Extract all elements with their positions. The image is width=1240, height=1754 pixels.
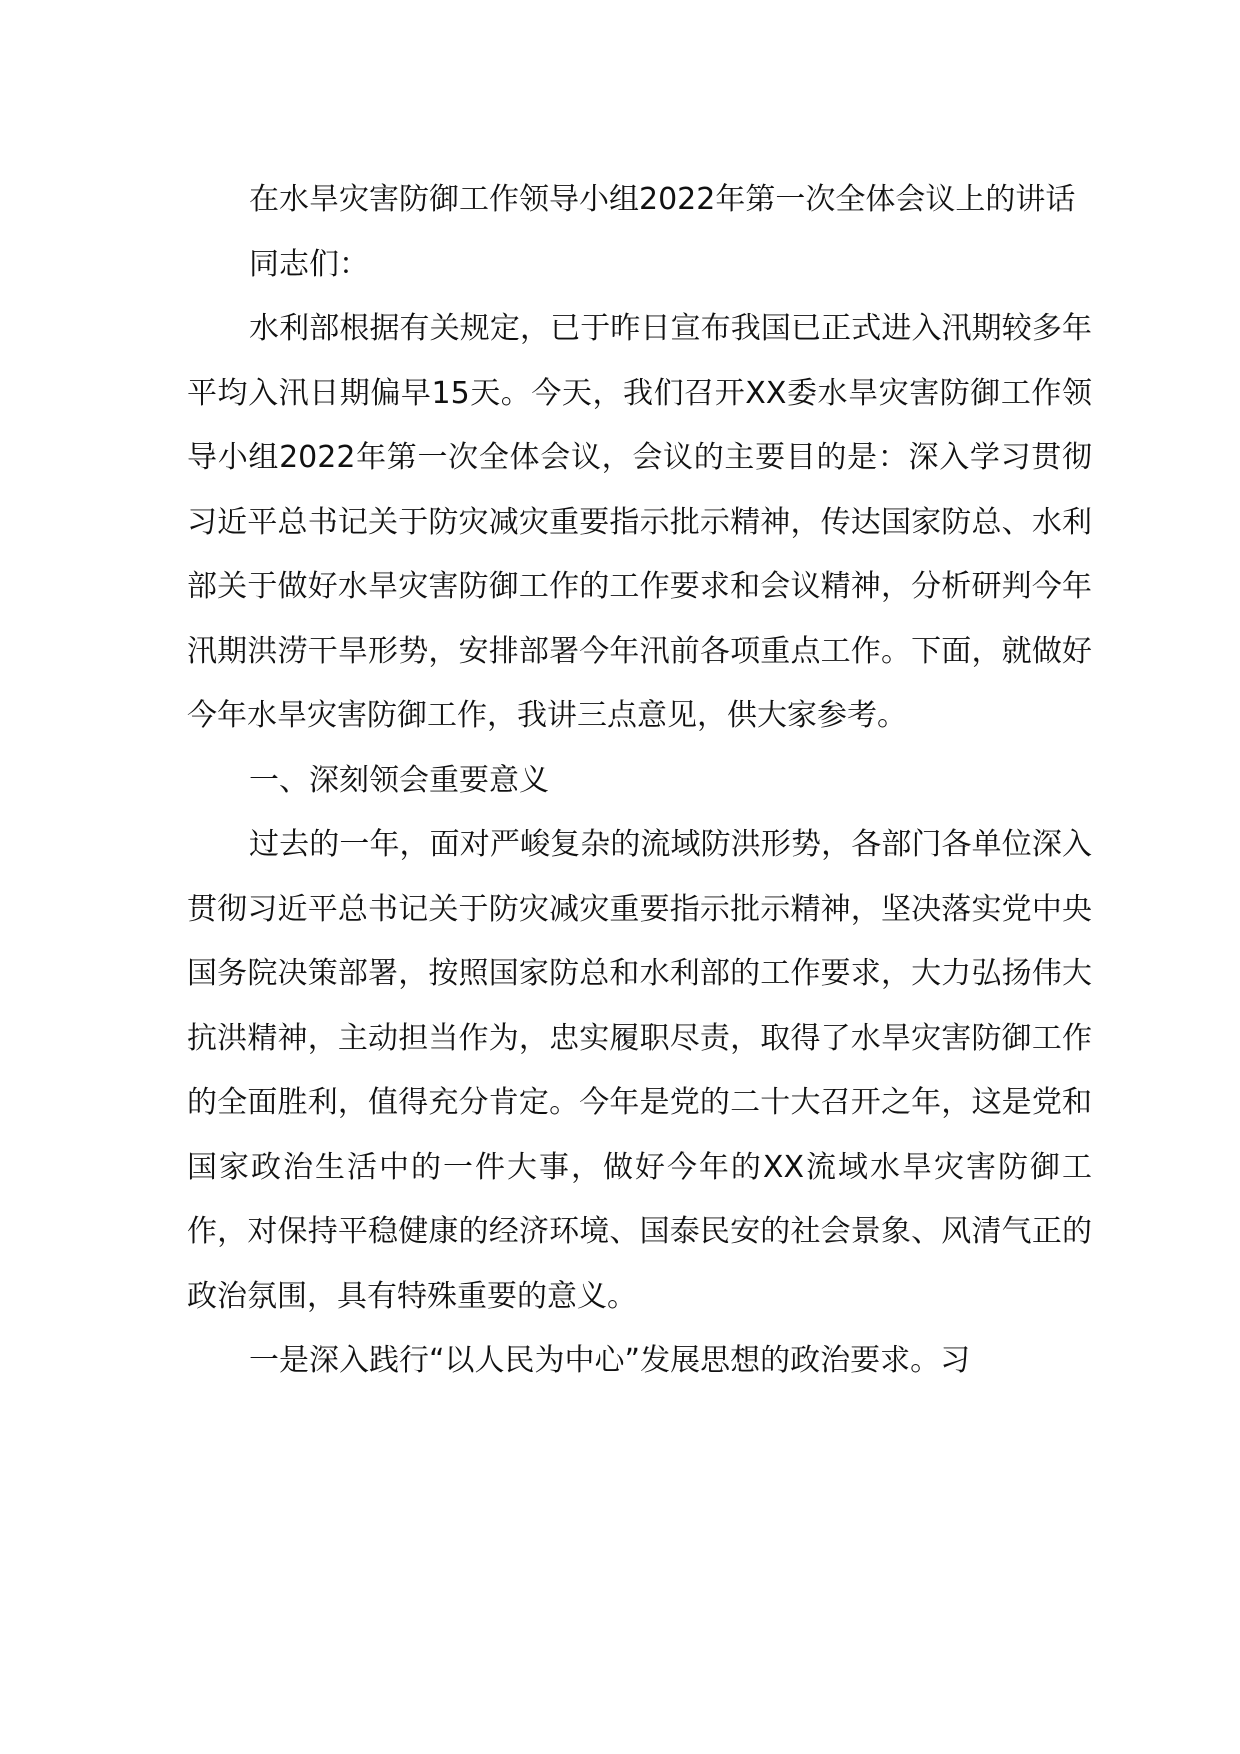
paragraph-review: 过去的一年，面对严峻复杂的流域防洪形势，各部门各单位深入贯彻习近平总书记关于防灾减灾重要指示批示精神，坚决落实党中央国务院决策部署，按照国家防总和水利部的工作要求，大力弘扬伟大抗洪精神，主动担当作为，忠实履职尽责，取得了水旱灾害防御工作的全面胜利，值得充分肯定。今年是党的二十大召开之年，这是党和国家政治生活中的一件大事，做好今年的XX流域水旱灾害防御工作，对保持平稳健康的经济环境、国泰民安的社会景象、风清气正的政治氛围，具有特殊重要的意义。 <box>187 827 1092 1314</box>
paragraph-intro: 水利部根据有关规定，已于昨日宣布我国已正式进入汛期较多年平均入汛日期偏早15天。今天，我们召开XX委水旱灾害防御工作领导小组2022年第一次全体会议，会议的主要目的是：深入学习贯彻习近平总书记关于防灾减灾重要指示批示精神，传达国家防总、水利部关于做好水旱灾害防御工作的工作要求和会议精神，分析研判今年汛期洪涝干旱形势，安排部署今年汛前各项重点工作。下面，就做好今年水旱灾害防御工作，我讲三点意见，供大家参考。 <box>187 311 1092 733</box>
salutation: 同志们： <box>249 246 369 282</box>
document-title: 在水旱灾害防御工作领导小组2022年第一次全体会议上的讲话 <box>249 182 1076 217</box>
document-body <box>187 168 1092 1394</box>
paragraph-point-1: 一是深入践行“以人民为中心”发展思想的政治要求。习 <box>249 1343 971 1378</box>
section-heading-1: 一、深刻领会重要意义 <box>249 762 549 798</box>
